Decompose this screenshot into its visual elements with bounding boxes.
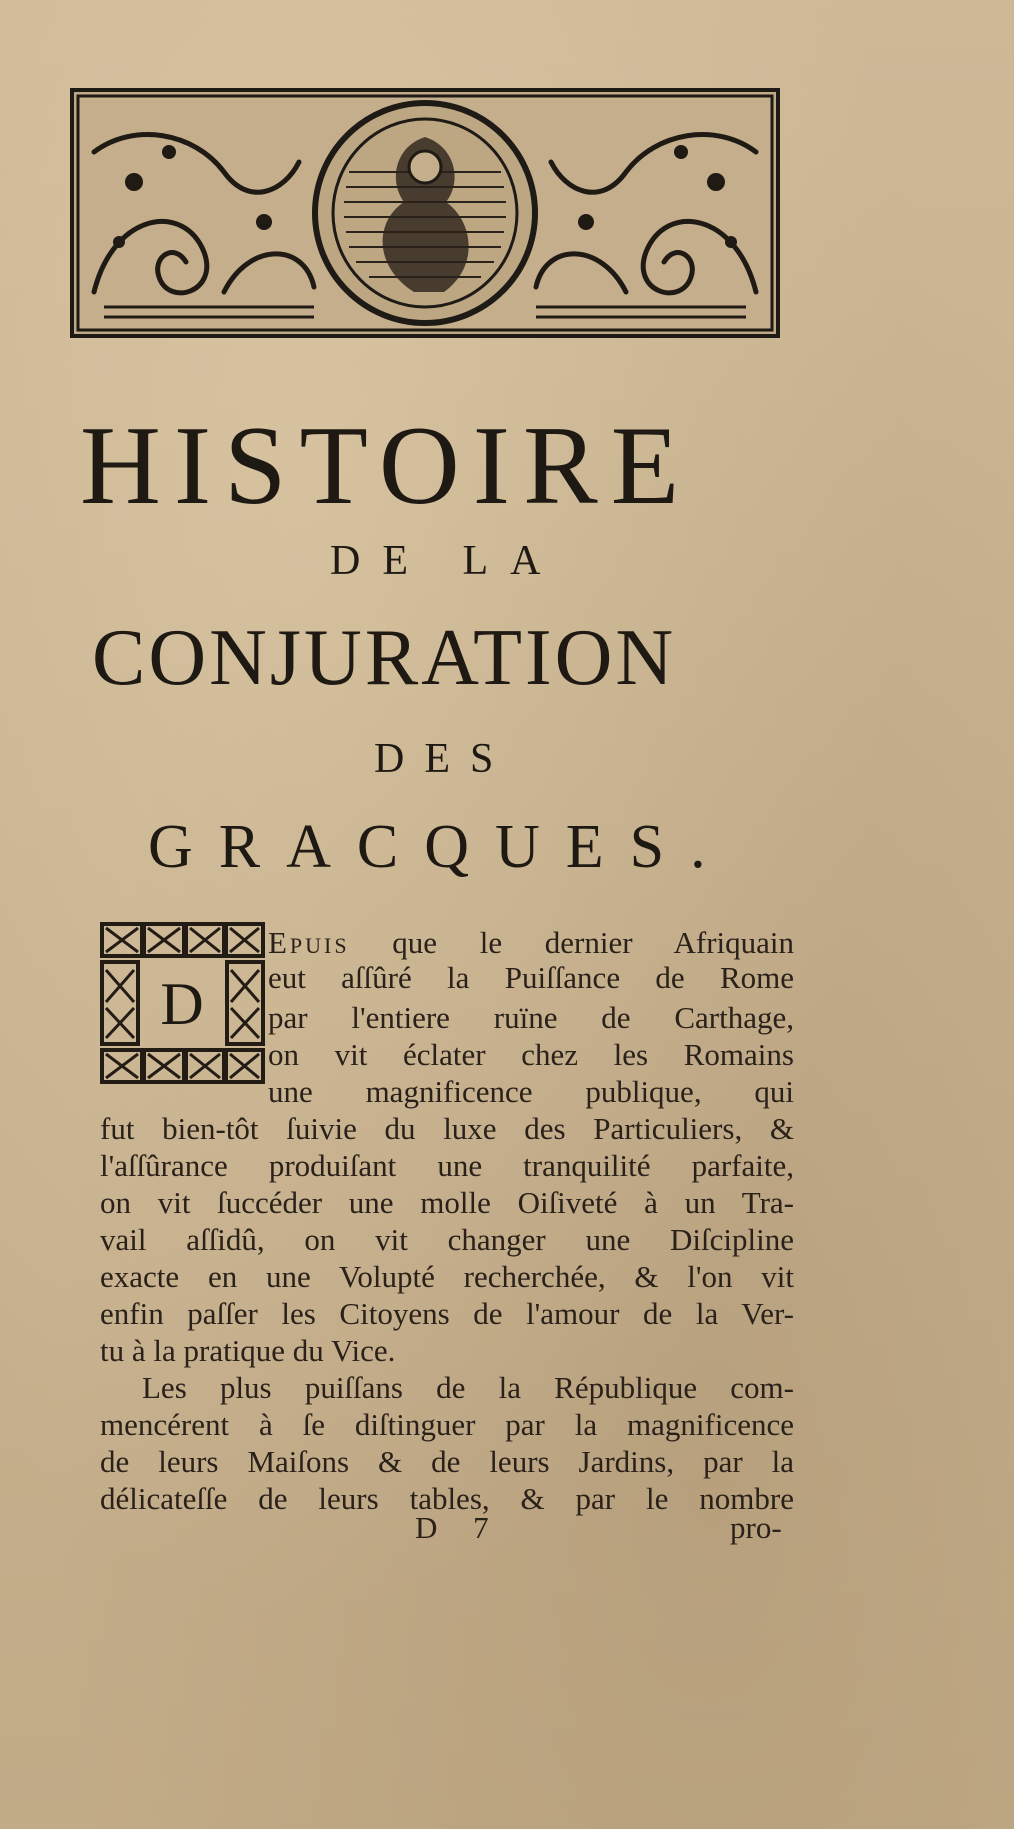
text-line: enfin paſſer les Citoyens de l'amour de la Ver- [100, 1296, 794, 1331]
text-line: Epuis que le dernier Afriquain [268, 925, 795, 960]
signature-mark: D 7 [415, 1510, 503, 1545]
catchword: pro- [730, 1510, 782, 1545]
text-line: de leurs Maiſons & de leurs Jardins, par la [100, 1444, 794, 1479]
opening-word: Epuis [268, 925, 350, 960]
text-line: mencérent à ſe diſtinguer par la magnificence [100, 1407, 794, 1442]
text-line: fut bien-tôt ſuivie du luxe des Particuliers, & [100, 1111, 794, 1146]
text-line: Les plus puiſſans de la République com- [142, 1370, 794, 1405]
title-line-histoire: HISTOIRE [80, 404, 693, 528]
text-line: on vit ſuccéder une molle Oiſiveté à un Tra- [100, 1185, 794, 1220]
text-line: tu à la pratique du Vice. [100, 1333, 396, 1368]
page-footer [0, 1510, 1014, 1550]
text-line: délicateſſe de leurs tables, & par le nombre [100, 1481, 794, 1516]
text-line: une magnificence publique, qui [268, 1074, 794, 1109]
text-line: eut aſſûré la Puiſſance de Rome [268, 960, 794, 995]
text-line: vail aſſidû, on vit changer une Diſcipline [100, 1222, 794, 1257]
drop-cap-letter: D [160, 971, 204, 1037]
title-line-gracques: GRACQUES. [148, 813, 732, 881]
title-line-conjuration: CONJURATION [92, 614, 677, 702]
text-line: exacte en une Volupté recherchée, & l'on vit [100, 1259, 794, 1294]
text-line: par l'entiere ruïne de Carthage, [268, 1000, 794, 1035]
text-line: on vit éclater chez les Romains [268, 1037, 794, 1072]
text-line: l'aſſûrance produiſant une tranquilité parfaite, [100, 1148, 794, 1183]
title-line-de-la: DE LA [330, 538, 563, 584]
title-line-des: DES [374, 736, 514, 782]
